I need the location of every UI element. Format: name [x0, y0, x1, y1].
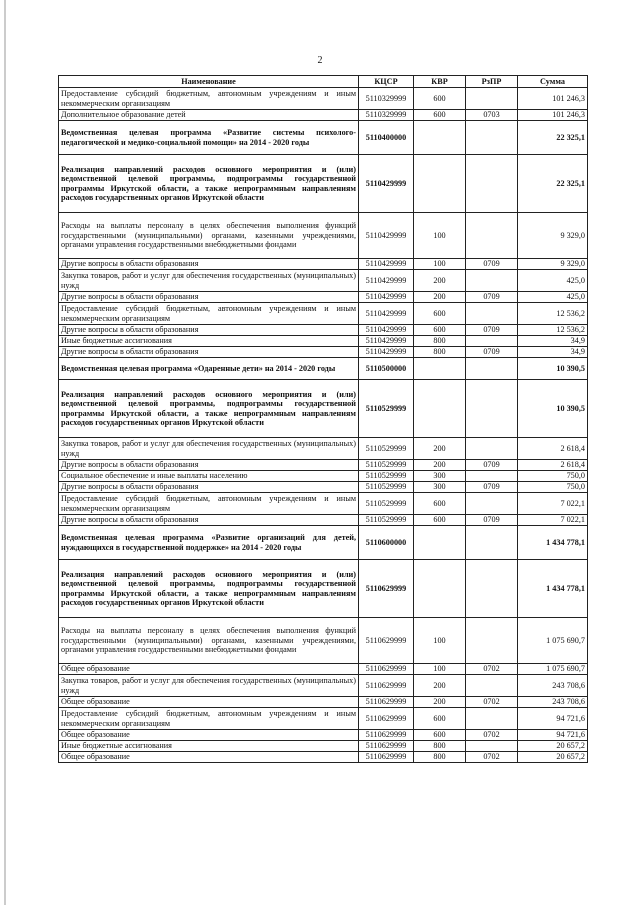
row-rzpr-cell	[466, 358, 518, 380]
row-name-cell: Закупка товаров, работ и услуг для обеспечения государственных (муниципальных) нужд	[59, 438, 359, 460]
table-row	[59, 730, 588, 741]
row-sum-cell: 10 390,5	[518, 380, 588, 438]
row-sum-cell: 1 434 778,1	[518, 560, 588, 618]
row-kvr-cell: 300	[414, 471, 466, 482]
row-kcsr-cell: 5110629999	[359, 752, 414, 763]
row-name-cell: Предоставление субсидий бюджетным, автономным учреждениям и иным некоммерческим организациям	[59, 88, 359, 110]
row-sum-cell: 22 325,1	[518, 121, 588, 155]
row-name-cell: Расходы на выплаты персоналу в целях обеспечения выполнения функций государственными (муниципальными) органами, казенными учреждениями, органами управления государственными внебюджетными фондами	[59, 213, 359, 259]
row-name-cell: Предоставление субсидий бюджетным, автономным учреждениям и иным некоммерческим организациям	[59, 303, 359, 325]
row-rzpr-cell	[466, 560, 518, 618]
table-row	[59, 336, 588, 347]
table-row	[59, 675, 588, 697]
row-kcsr-cell: 5110529999	[359, 515, 414, 526]
row-kcsr-cell: 5110429999	[359, 303, 414, 325]
row-kcsr-cell: 5110629999	[359, 741, 414, 752]
table-row	[59, 460, 588, 471]
row-kvr-cell: 600	[414, 515, 466, 526]
row-name-cell: Другие вопросы в области образования	[59, 325, 359, 336]
budget-table	[58, 75, 588, 763]
row-kcsr-cell: 5110529999	[359, 380, 414, 438]
row-name-cell: Иные бюджетные ассигнования	[59, 336, 359, 347]
row-sum-cell: 9 329,0	[518, 213, 588, 259]
table-row	[59, 697, 588, 708]
row-sum-cell: 1 075 690,7	[518, 618, 588, 664]
row-sum-cell: 101 246,3	[518, 110, 588, 121]
table-row	[59, 526, 588, 560]
row-kcsr-cell: 5110529999	[359, 471, 414, 482]
row-name-cell: Предоставление субсидий бюджетным, автономным учреждениям и иным некоммерческим организациям	[59, 493, 359, 515]
row-kvr-cell: 600	[414, 325, 466, 336]
table-row	[59, 259, 588, 270]
row-kvr-cell: 200	[414, 292, 466, 303]
table-row	[59, 752, 588, 763]
row-name-cell: Общее образование	[59, 697, 359, 708]
row-name-cell: Расходы на выплаты персоналу в целях обеспечения выполнения функций государственными (муниципальными) органами, казенными учреждениями, органами управления государственными внебюджетными фондами	[59, 618, 359, 664]
row-rzpr-cell: 0703	[466, 110, 518, 121]
table-row	[59, 560, 588, 618]
row-kvr-cell: 200	[414, 697, 466, 708]
row-rzpr-cell	[466, 303, 518, 325]
row-rzpr-cell	[466, 121, 518, 155]
header-sum: Сумма	[518, 76, 588, 88]
row-sum-cell: 750,0	[518, 482, 588, 493]
table-row	[59, 121, 588, 155]
row-kcsr-cell: 5110329999	[359, 88, 414, 110]
table-row	[59, 482, 588, 493]
table-row	[59, 292, 588, 303]
row-sum-cell: 22 325,1	[518, 155, 588, 213]
row-name-cell: Общее образование	[59, 730, 359, 741]
table-row	[59, 270, 588, 292]
header-kvr: КВР	[414, 76, 466, 88]
row-name-cell: Закупка товаров, работ и услуг для обеспечения государственных (муниципальных) нужд	[59, 675, 359, 697]
row-kcsr-cell: 5110429999	[359, 292, 414, 303]
row-kvr-cell: 600	[414, 493, 466, 515]
row-rzpr-cell	[466, 675, 518, 697]
table-row	[59, 380, 588, 438]
row-name-cell: Ведомственная целевая программа «Развитие организаций для детей, нуждающихся в государственной поддержке» на 2014 - 2020 годы	[59, 526, 359, 560]
row-name-cell: Другие вопросы в области образования	[59, 292, 359, 303]
row-kvr-cell: 800	[414, 752, 466, 763]
row-kvr-cell: 600	[414, 730, 466, 741]
table-row	[59, 741, 588, 752]
row-rzpr-cell	[466, 526, 518, 560]
table-row	[59, 110, 588, 121]
row-kcsr-cell: 5110529999	[359, 493, 414, 515]
row-sum-cell: 425,0	[518, 270, 588, 292]
row-rzpr-cell: 0709	[466, 259, 518, 270]
row-sum-cell: 20 657,2	[518, 752, 588, 763]
row-kvr-cell: 200	[414, 675, 466, 697]
row-rzpr-cell	[466, 438, 518, 460]
row-kcsr-cell: 5110500000	[359, 358, 414, 380]
row-kcsr-cell: 5110629999	[359, 697, 414, 708]
row-name-cell: Иные бюджетные ассигнования	[59, 741, 359, 752]
scan-margin-line	[4, 0, 6, 905]
row-sum-cell: 243 708,6	[518, 697, 588, 708]
row-kvr-cell	[414, 358, 466, 380]
table-row	[59, 88, 588, 110]
row-rzpr-cell	[466, 155, 518, 213]
row-sum-cell: 1 434 778,1	[518, 526, 588, 560]
row-sum-cell: 7 022,1	[518, 515, 588, 526]
row-name-cell: Другие вопросы в области образования	[59, 259, 359, 270]
row-rzpr-cell: 0709	[466, 482, 518, 493]
row-kvr-cell: 200	[414, 438, 466, 460]
row-name-cell: Другие вопросы в области образования	[59, 482, 359, 493]
row-sum-cell: 20 657,2	[518, 741, 588, 752]
row-kvr-cell: 300	[414, 482, 466, 493]
row-kcsr-cell: 5110629999	[359, 618, 414, 664]
row-name-cell: Предоставление субсидий бюджетным, автономным учреждениям и иным некоммерческим организациям	[59, 708, 359, 730]
header-rzpr: РзПР	[466, 76, 518, 88]
header-kcsr: КЦСР	[359, 76, 414, 88]
row-rzpr-cell	[466, 493, 518, 515]
row-kcsr-cell: 5110629999	[359, 730, 414, 741]
row-kvr-cell	[414, 121, 466, 155]
row-rzpr-cell	[466, 618, 518, 664]
table-row	[59, 303, 588, 325]
row-kcsr-cell: 5110529999	[359, 460, 414, 471]
row-kvr-cell: 100	[414, 213, 466, 259]
row-kcsr-cell: 5110400000	[359, 121, 414, 155]
row-rzpr-cell	[466, 88, 518, 110]
row-kvr-cell: 100	[414, 259, 466, 270]
row-kvr-cell: 600	[414, 708, 466, 730]
row-sum-cell: 9 329,0	[518, 259, 588, 270]
row-kvr-cell	[414, 560, 466, 618]
row-kvr-cell	[414, 380, 466, 438]
table-row	[59, 493, 588, 515]
row-name-cell: Дополнительное образование детей	[59, 110, 359, 121]
row-kvr-cell	[414, 526, 466, 560]
row-rzpr-cell	[466, 213, 518, 259]
row-sum-cell: 12 536,2	[518, 303, 588, 325]
table-row	[59, 213, 588, 259]
row-kvr-cell: 800	[414, 741, 466, 752]
row-kcsr-cell: 5110529999	[359, 482, 414, 493]
row-sum-cell: 750,0	[518, 471, 588, 482]
page-number: 2	[317, 55, 323, 66]
row-name-cell: Реализация направлений расходов основного мероприятия и (или) ведомственной целевой программы, подпрограммы государственной программы Иркутской области, а также непрограммным направлениям расходов государственных органов Иркутской области	[59, 155, 359, 213]
row-sum-cell: 1 075 690,7	[518, 664, 588, 675]
row-sum-cell: 34,9	[518, 347, 588, 358]
row-kvr-cell: 800	[414, 336, 466, 347]
row-rzpr-cell	[466, 270, 518, 292]
row-name-cell: Ведомственная целевая программа «Развитие системы психолого-педагогической и медико-социальной помощи» на 2014 - 2020 годы	[59, 121, 359, 155]
row-rzpr-cell	[466, 336, 518, 347]
row-sum-cell: 243 708,6	[518, 675, 588, 697]
row-kcsr-cell: 5110600000	[359, 526, 414, 560]
table-row	[59, 358, 588, 380]
row-kvr-cell: 800	[414, 347, 466, 358]
row-rzpr-cell: 0709	[466, 515, 518, 526]
row-sum-cell: 34,9	[518, 336, 588, 347]
row-rzpr-cell	[466, 708, 518, 730]
row-kcsr-cell: 5110429999	[359, 347, 414, 358]
row-name-cell: Общее образование	[59, 664, 359, 675]
row-rzpr-cell: 0709	[466, 347, 518, 358]
row-kcsr-cell: 5110429999	[359, 155, 414, 213]
row-name-cell: Другие вопросы в области образования	[59, 460, 359, 471]
header-name: Наименование	[59, 76, 359, 88]
row-sum-cell: 7 022,1	[518, 493, 588, 515]
row-kcsr-cell: 5110429999	[359, 270, 414, 292]
table-body	[59, 88, 588, 763]
row-kvr-cell: 600	[414, 88, 466, 110]
row-kvr-cell: 200	[414, 270, 466, 292]
table-row	[59, 325, 588, 336]
row-kvr-cell: 200	[414, 460, 466, 471]
row-sum-cell: 10 390,5	[518, 358, 588, 380]
row-name-cell: Другие вопросы в области образования	[59, 347, 359, 358]
row-kcsr-cell: 5110429999	[359, 213, 414, 259]
row-rzpr-cell: 0702	[466, 697, 518, 708]
row-kcsr-cell: 5110429999	[359, 259, 414, 270]
row-kcsr-cell: 5110629999	[359, 675, 414, 697]
row-kcsr-cell: 5110429999	[359, 325, 414, 336]
row-rzpr-cell	[466, 741, 518, 752]
table-row	[59, 438, 588, 460]
row-rzpr-cell: 0709	[466, 292, 518, 303]
row-kvr-cell: 600	[414, 303, 466, 325]
row-name-cell: Реализация направлений расходов основного мероприятия и (или) ведомственной целевой программы, подпрограммы государственной программы Иркутской области, а также непрограммным направлениям расходов государственных органов Иркутской области	[59, 380, 359, 438]
row-rzpr-cell	[466, 471, 518, 482]
row-rzpr-cell: 0702	[466, 730, 518, 741]
table-row	[59, 471, 588, 482]
table-row	[59, 664, 588, 675]
row-name-cell: Реализация направлений расходов основного мероприятия и (или) ведомственной целевой программы, подпрограммы государственной программы Иркутской области, а также непрограммным направлениям расходов государственных органов Иркутской области	[59, 560, 359, 618]
row-kvr-cell: 100	[414, 664, 466, 675]
table-row	[59, 515, 588, 526]
row-kvr-cell: 100	[414, 618, 466, 664]
row-sum-cell: 425,0	[518, 292, 588, 303]
row-rzpr-cell: 0709	[466, 460, 518, 471]
table-row	[59, 708, 588, 730]
table-row	[59, 618, 588, 664]
row-kcsr-cell: 5110529999	[359, 438, 414, 460]
row-rzpr-cell	[466, 380, 518, 438]
row-kcsr-cell: 5110629999	[359, 664, 414, 675]
row-rzpr-cell: 0702	[466, 752, 518, 763]
table-header-row	[59, 76, 588, 88]
row-kcsr-cell: 5110329999	[359, 110, 414, 121]
row-sum-cell: 2 618,4	[518, 460, 588, 471]
row-name-cell: Ведомственная целевая программа «Одаренные дети» на 2014 - 2020 годы	[59, 358, 359, 380]
row-kcsr-cell: 5110429999	[359, 336, 414, 347]
row-name-cell: Другие вопросы в области образования	[59, 515, 359, 526]
row-kvr-cell	[414, 155, 466, 213]
row-name-cell: Социальное обеспечение и иные выплаты населению	[59, 471, 359, 482]
row-sum-cell: 2 618,4	[518, 438, 588, 460]
row-sum-cell: 94 721,6	[518, 730, 588, 741]
row-rzpr-cell: 0702	[466, 664, 518, 675]
row-kcsr-cell: 5110629999	[359, 708, 414, 730]
row-kvr-cell: 600	[414, 110, 466, 121]
row-kcsr-cell: 5110629999	[359, 560, 414, 618]
row-sum-cell: 94 721,6	[518, 708, 588, 730]
row-name-cell: Закупка товаров, работ и услуг для обеспечения государственных (муниципальных) нужд	[59, 270, 359, 292]
table-row	[59, 155, 588, 213]
table-row	[59, 347, 588, 358]
row-name-cell: Общее образование	[59, 752, 359, 763]
row-sum-cell: 101 246,3	[518, 88, 588, 110]
row-sum-cell: 12 536,2	[518, 325, 588, 336]
row-rzpr-cell: 0709	[466, 325, 518, 336]
